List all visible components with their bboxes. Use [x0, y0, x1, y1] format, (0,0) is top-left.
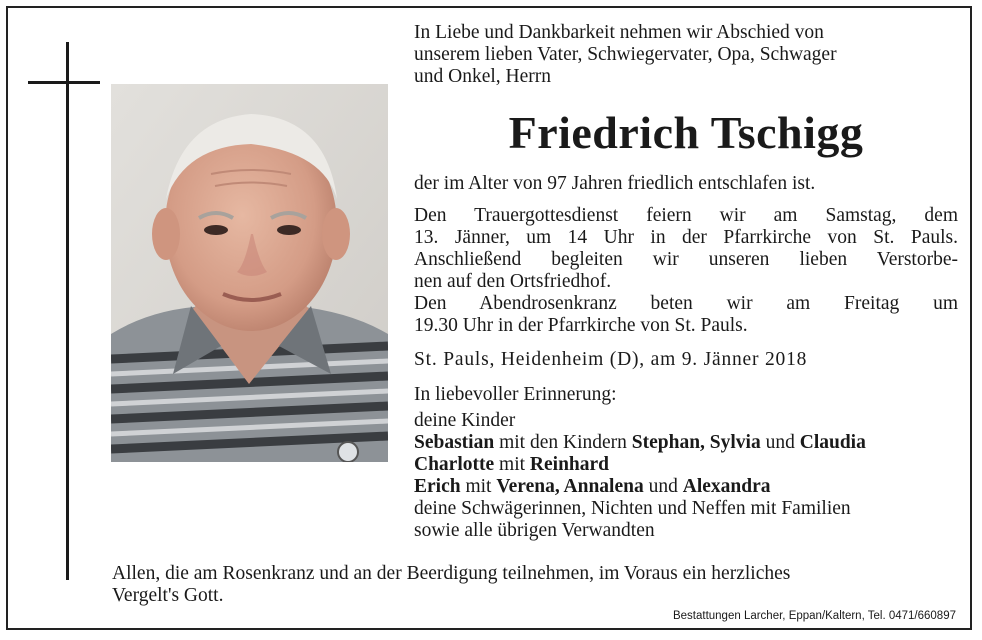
- relative-name: Reinhard: [529, 454, 610, 475]
- portrait-photo: [111, 84, 388, 462]
- service-line: 13. Jänner, um 14 Uhr in der Pfarrkirche von St. Pauls.: [414, 227, 958, 248]
- relative-name: Stephan, Sylvia: [631, 432, 761, 453]
- relative-name: Verena, Annalena: [496, 476, 644, 497]
- connector-text: und: [765, 432, 795, 453]
- family-line: [414, 454, 958, 476]
- cross-vertical: [66, 42, 69, 580]
- memory-heading: In liebevoller Erinnerung:: [414, 384, 617, 405]
- family-list: [414, 410, 958, 542]
- intro-text: [414, 22, 958, 88]
- cross-horizontal: [28, 81, 100, 84]
- connector-text: mit: [499, 454, 526, 475]
- service-line: Den Trauergottesdienst feiern wir am Samstag, dem: [414, 205, 958, 226]
- connector-text: mit: [465, 476, 492, 497]
- family-line: deine Schwägerinnen, Nichten und Neffen mit Familien: [414, 498, 851, 519]
- service-line: Den Abendrosenkranz beten wir am Freitag um: [414, 293, 958, 314]
- intro-line: und Onkel, Herrn: [414, 66, 552, 87]
- thanks-text: [112, 563, 962, 607]
- relative-name: Claudia: [799, 432, 866, 453]
- relative-name: Alexandra: [682, 476, 771, 497]
- relative-name: Charlotte: [414, 454, 495, 475]
- service-line: Anschließend begleiten wir unseren lieben Verstorbe-: [414, 249, 958, 270]
- deceased-name: Friedrich Tschigg: [508, 107, 864, 158]
- thanks-line: Allen, die am Rosenkranz und an der Beerdigung teilnehmen, im Voraus ein herzliches: [112, 563, 791, 584]
- service-line: nen auf den Ortsfriedhof.: [414, 271, 612, 292]
- service-details: [414, 205, 958, 337]
- funeral-home-footer: Bestattungen Larcher, Eppan/Kaltern, Tel. 0471/660897: [672, 610, 956, 622]
- place-date: St. Pauls, Heidenheim (D), am 9. Jänner 2018: [414, 349, 808, 370]
- family-line: [414, 432, 958, 454]
- family-line: sowie alle übrigen Verwandten: [414, 520, 655, 541]
- thanks-line: Vergelt's Gott.: [112, 585, 224, 606]
- intro-line: unserem lieben Vater, Schwiegervater, Opa, Schwager: [414, 44, 837, 65]
- relative-name: Sebastian: [414, 432, 495, 453]
- intro-line: In Liebe und Dankbarkeit nehmen wir Abschied von: [414, 22, 824, 43]
- family-line: [414, 476, 958, 498]
- service-line: 19.30 Uhr in der Pfarrkirche von St. Pauls.: [414, 315, 748, 336]
- children-label: deine Kinder: [414, 410, 516, 431]
- age-line: der im Alter von 97 Jahren friedlich entschlafen ist.: [414, 173, 816, 194]
- connector-text: mit den Kindern: [499, 432, 627, 453]
- family-line: [414, 410, 958, 432]
- obituary-notice: [6, 6, 972, 630]
- relative-name: Erich: [414, 476, 461, 497]
- connector-text: und: [648, 476, 678, 497]
